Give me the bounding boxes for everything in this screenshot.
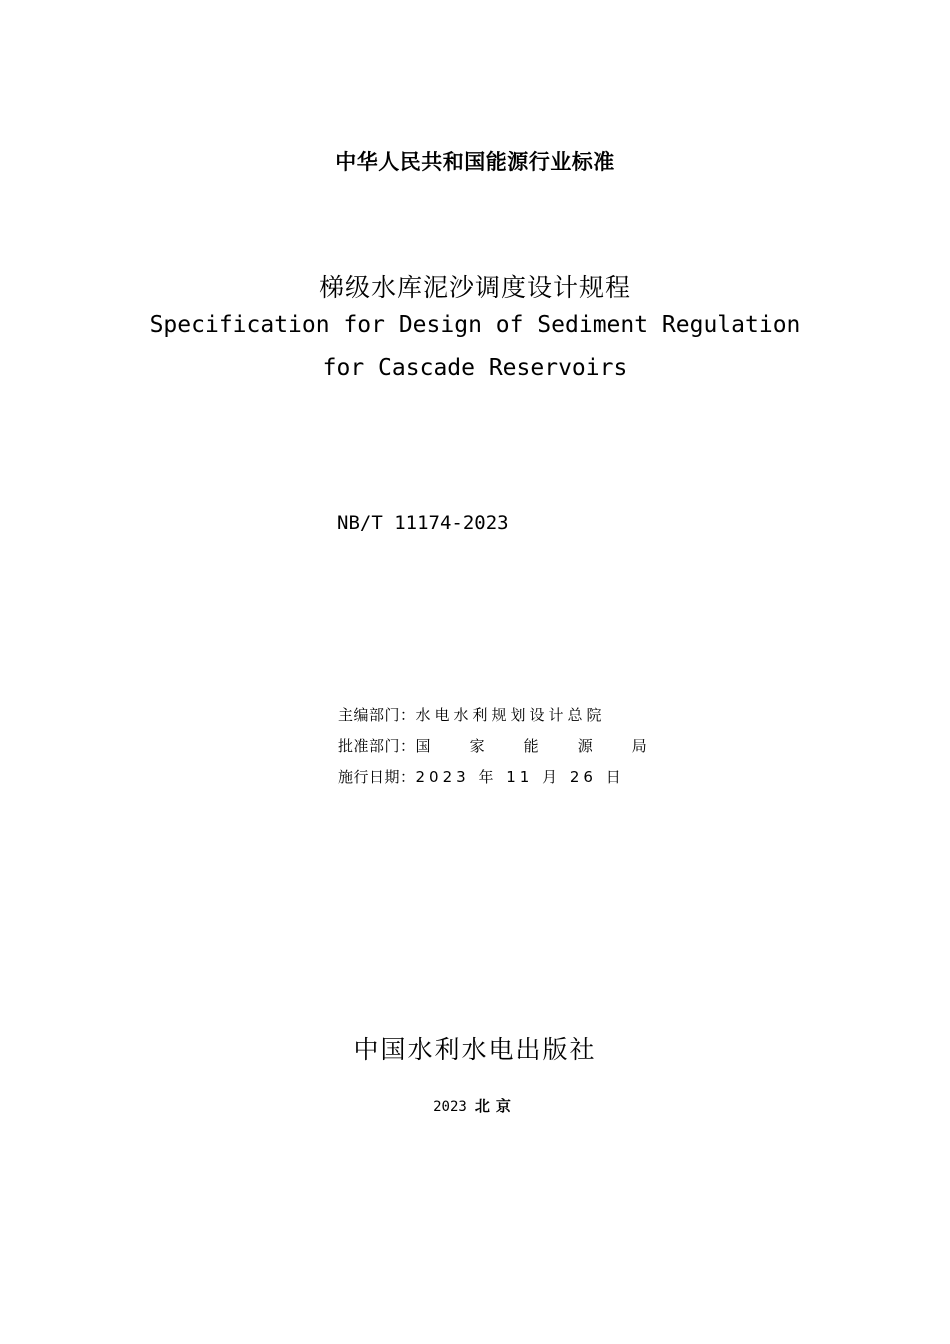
publication-year: 2023: [433, 1099, 467, 1115]
publication-place-year: [0, 1095, 950, 1116]
editor-department-value: 水电水利规划设计总院: [415, 706, 606, 724]
document-title-english-line-1: Specification for Design of Sediment Regulation: [149, 312, 801, 338]
editor-department-row: [338, 704, 606, 725]
approval-department-value: 国 家 能 源 局: [415, 737, 651, 755]
standard-number: NB/T 11174-2023: [337, 512, 509, 534]
effective-date-value: 2023 年 11 月 26 日: [415, 768, 625, 786]
publisher-name: 中国水利水电出版社: [353, 1035, 597, 1064]
publication-city: 北京: [474, 1097, 517, 1115]
editor-department-label: 主编部门：: [338, 706, 416, 724]
effective-date-label: 施行日期：: [338, 768, 416, 786]
standard-category-heading: 中华人民共和国能源行业标准: [335, 150, 615, 174]
document-title-chinese: 梯级水库泥沙调度设计规程: [318, 273, 631, 302]
approval-department-label: 批准部门：: [338, 737, 416, 755]
document-title-english-line-2: for Cascade Reservoirs: [322, 355, 628, 381]
effective-date-row: [338, 766, 625, 787]
approval-department-row: [338, 735, 651, 756]
